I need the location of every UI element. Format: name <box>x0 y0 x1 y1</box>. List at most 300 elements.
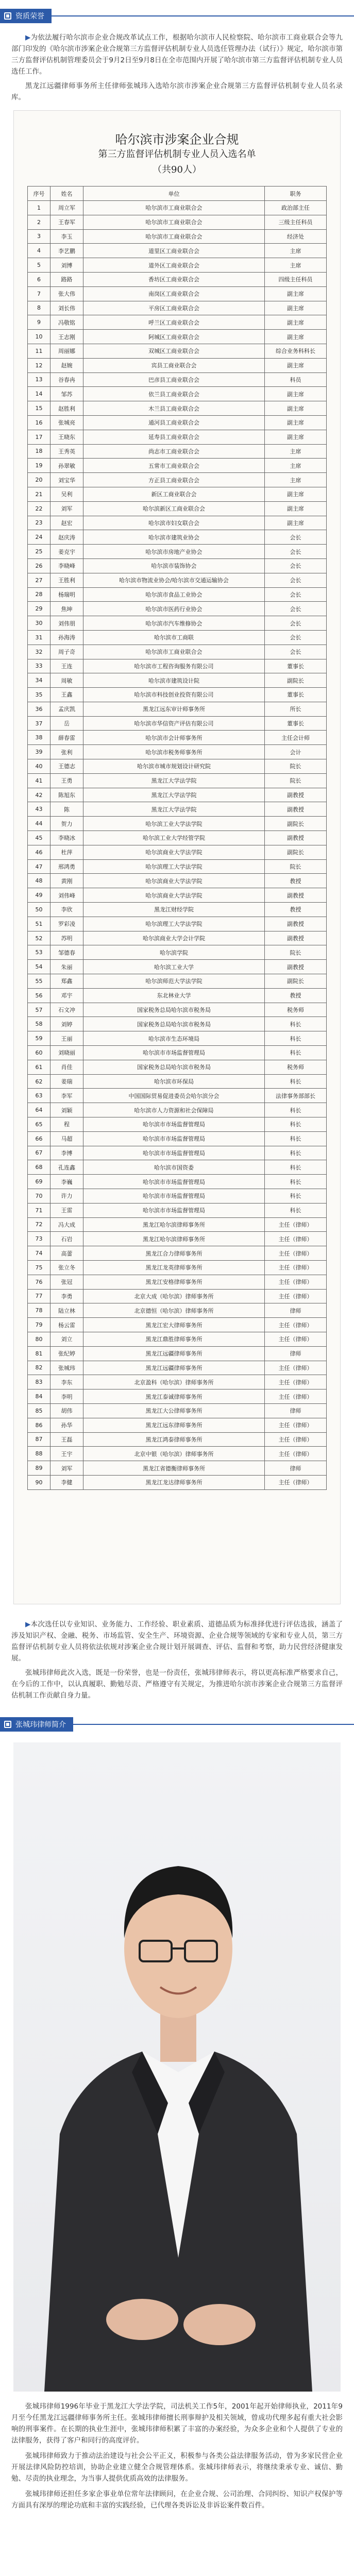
table-cell: 哈尔滨市科技创业投资有限公司 <box>83 688 265 702</box>
table-cell: 马超 <box>50 1131 83 1146</box>
table-cell: 黑龙江龙英律师事务所 <box>83 1260 265 1275</box>
table-cell: 王宇 <box>50 1447 83 1461</box>
table-cell: 22 <box>28 501 50 516</box>
table-cell: 黑龙江大学法学院 <box>83 802 265 817</box>
table-cell: 张冠 <box>50 1275 83 1289</box>
table-cell: 孔连鑫 <box>50 1160 83 1175</box>
table-cell: 李军 <box>50 1089 83 1103</box>
table-cell: 肖佳 <box>50 1060 83 1074</box>
table-cell: 副教授 <box>265 917 327 931</box>
table-row <box>28 1017 327 1031</box>
table-row <box>28 286 327 301</box>
table-cell: 王晓东 <box>50 430 83 444</box>
table-cell: 副主席 <box>265 387 327 401</box>
table-row <box>28 330 327 344</box>
table-cell: 59 <box>28 1031 50 1046</box>
table-cell: 6 <box>28 272 50 286</box>
table-row <box>28 272 327 286</box>
table-cell: 会长 <box>265 616 327 631</box>
table-row <box>28 802 327 817</box>
table-row <box>28 1074 327 1089</box>
table-cell: 邢鸿勇 <box>50 859 83 874</box>
table-cell: 88 <box>28 1447 50 1461</box>
table-cell: 哈尔滨市食品工业协会 <box>83 587 265 602</box>
doc-count: （共90人） <box>153 164 201 175</box>
table-cell: 2 <box>28 215 50 229</box>
table-cell: 14 <box>28 387 50 401</box>
table-cell: 23 <box>28 516 50 530</box>
table-cell: 哈尔滨市市场监督管理局 <box>83 1146 265 1160</box>
portrait-illustration <box>13 1742 341 2392</box>
table-cell: 科员 <box>265 372 327 387</box>
lawyer-portrait <box>13 1742 341 2392</box>
table-cell: 高蕾 <box>50 1246 83 1261</box>
intro-paragraph-2: 黑龙江远疆律师事务所主任律师张城玮入选哈尔滨市涉案企业合规第三方监督评估机制专业人员名录库。 <box>11 82 343 101</box>
table-cell: 副主席 <box>265 358 327 372</box>
table-row <box>28 573 327 587</box>
table-cell: 杨瑞明 <box>50 587 83 602</box>
table-cell: 哈尔滨市工商联 <box>83 630 265 645</box>
table-cell: 副主席 <box>265 415 327 430</box>
section-header-bio <box>0 1716 354 1733</box>
table-cell: 周丽娜 <box>50 344 83 358</box>
table-cell: 黑龙江远疆律师事务所 <box>83 1346 265 1361</box>
table-row <box>28 372 327 387</box>
table-cell: 哈尔滨市华信资产评估有限公司 <box>83 716 265 731</box>
table-cell: 科长 <box>265 1046 327 1060</box>
table-cell: 哈尔滨市市场监督管理局 <box>83 1117 265 1132</box>
table-row <box>28 1046 327 1060</box>
table-cell: 程 <box>50 1117 83 1132</box>
table-cell: 82 <box>28 1361 50 1375</box>
table-cell: 副教授 <box>265 960 327 974</box>
table-cell: 哈尔滨商业大学法学院 <box>83 888 265 903</box>
table-cell: 44 <box>28 817 50 831</box>
table-row <box>28 558 327 573</box>
table-cell: 主席 <box>265 258 327 273</box>
table-cell: 邹德春 <box>50 945 83 960</box>
table-row <box>28 587 327 602</box>
table-cell: 黑龙江省德衡律师事务所 <box>83 1461 265 1476</box>
after-paragraph-1: ▶本次选任以专业知识、业务能力、工作经验、职业素质、道德品质为标准择优进行评估选拔，涵盖了涉及知识产权、金融、税务、市场监管、安全生产、环境资源、企业合规等领域的专家和专业人员，第三方监督评估机制专业人员将依法依规对涉案企业合规计划开展调查、评估、监督和考察，助力民营经济健康发展。 <box>11 1620 343 1663</box>
table-cell: 税务师 <box>265 1003 327 1017</box>
triangle-icon: ▶ <box>25 33 31 42</box>
table-cell: 32 <box>28 645 50 659</box>
table-cell: 56 <box>28 988 50 1003</box>
table-cell: 孙海涛 <box>50 630 83 645</box>
table-row <box>28 215 327 229</box>
table-cell: 刘伟朋 <box>50 616 83 631</box>
table-cell: 李巍 <box>50 1175 83 1189</box>
table-row <box>28 1103 327 1117</box>
table-cell: 四级主任科员 <box>265 272 327 286</box>
table-cell: 北京中银（哈尔滨）律师事务所 <box>83 1447 265 1461</box>
table-cell: 48 <box>28 874 50 888</box>
table-cell: 张大伟 <box>50 286 83 301</box>
table-cell: 5 <box>28 258 50 273</box>
table-cell: 黑龙江大公律师事务所 <box>83 1403 265 1418</box>
table-cell: 49 <box>28 888 50 903</box>
bio-paragraph-2: 张城玮律师致力于推动法治建设与社会公平正义，积极参与各类公益法律服务活动，曾为多家民营企业开展法律风险防控培训，协助企业建立健全合规管理体系。张城玮律师表示，将继续秉承专业、诚信、勤勉、尽责的执业理念，为当事人提供优质高效的法律服务。 <box>11 2452 343 2483</box>
table-cell: 中国国际贸易促进委员会哈尔滨分会 <box>83 1089 265 1103</box>
table-cell: 院长 <box>265 945 327 960</box>
table-cell: 国家税务总局哈尔滨市税务局 <box>83 1017 265 1031</box>
section-tag <box>0 9 52 23</box>
table-cell: 李晓峰 <box>50 558 83 573</box>
table-row <box>28 1289 327 1303</box>
table-cell: 哈尔滨市装饰协会 <box>83 558 265 573</box>
table-row <box>28 487 327 501</box>
table-cell: 科长 <box>265 1160 327 1175</box>
table-cell: 科长 <box>265 1203 327 1217</box>
table-cell: 李欣 <box>50 903 83 917</box>
table-row <box>28 444 327 459</box>
table-cell: 哈尔滨市市场监督管理局 <box>83 1203 265 1217</box>
table-cell: 77 <box>28 1289 50 1303</box>
table-cell: 哈尔滨学院 <box>83 945 265 960</box>
table-cell: 刘晓丽 <box>50 1046 83 1060</box>
table-cell: 3 <box>28 229 50 244</box>
table-cell: 会计 <box>265 745 327 759</box>
table-cell: 岳 <box>50 716 83 731</box>
table-row <box>28 1475 327 1489</box>
table-cell: 副教授 <box>265 888 327 903</box>
table-cell: 哈尔滨市工商业联合会 <box>83 229 265 244</box>
square-icon <box>4 12 11 20</box>
table-cell: 会长 <box>265 630 327 645</box>
table-row <box>28 459 327 473</box>
table-cell: 副主席 <box>265 487 327 501</box>
table-row <box>28 501 327 516</box>
table-cell: 9 <box>28 315 50 330</box>
triangle-icon: ▶ <box>25 1620 31 1629</box>
table-cell: 李玉 <box>50 229 83 244</box>
table-cell: 双城区工商业联合会 <box>83 344 265 358</box>
table-cell: 香坊区工商业联合会 <box>83 272 265 286</box>
table-cell: 20 <box>28 473 50 487</box>
table-row <box>28 673 327 688</box>
table-cell: 90 <box>28 1475 50 1489</box>
table-cell: 哈尔滨市工商业联合会 <box>83 215 265 229</box>
table-cell: 哈尔滨市环保局 <box>83 1074 265 1089</box>
section-title: 张城玮律师简介 <box>15 1721 66 1729</box>
table-cell: 哈尔滨商业大学会计学院 <box>83 931 265 945</box>
table-row <box>28 874 327 888</box>
table-cell: 路路 <box>50 272 83 286</box>
table-row <box>28 1318 327 1332</box>
table-cell: 三级主任科员 <box>265 215 327 229</box>
table-row <box>28 645 327 659</box>
table-cell: 巴彦县工商业联合会 <box>83 372 265 387</box>
table-cell: 刘长伟 <box>50 301 83 315</box>
table-cell: 哈尔滨市工商业联合会 <box>83 645 265 659</box>
table-row <box>28 903 327 917</box>
table-cell: 董事长 <box>265 688 327 702</box>
table-cell: 政治部主任 <box>265 201 327 215</box>
table-cell: 经济处 <box>265 229 327 244</box>
table-cell: 王勇 <box>50 773 83 788</box>
table-row <box>28 545 327 559</box>
table-cell: 哈尔滨市工商业联合会 <box>83 201 265 215</box>
table-cell: 70 <box>28 1189 50 1203</box>
table-cell: 副教授 <box>265 802 327 817</box>
table-cell: 35 <box>28 688 50 702</box>
table-cell: 黑龙江宏大律师事务所 <box>83 1318 265 1332</box>
table-row <box>28 401 327 416</box>
table-cell: 81 <box>28 1346 50 1361</box>
table-cell: 主任（律师） <box>265 1289 327 1303</box>
table-cell: 哈尔滨师范大学法学院 <box>83 974 265 989</box>
table-cell: 15 <box>28 401 50 416</box>
header-cell: 姓名 <box>50 187 83 201</box>
table-cell: 副主席 <box>265 430 327 444</box>
table-cell: 副主席 <box>265 315 327 330</box>
table-row <box>28 945 327 960</box>
table-cell: 黑龙江哈尔滨律师事务所 <box>83 1217 265 1232</box>
table-cell: 赵宏 <box>50 516 83 530</box>
table-cell: 科长 <box>265 1074 327 1089</box>
table-cell: 副院长 <box>265 974 327 989</box>
table-cell: 12 <box>28 358 50 372</box>
table-cell: 58 <box>28 1017 50 1031</box>
table-cell: 国家税务总局哈尔滨市税务局 <box>83 1003 265 1017</box>
bio-paragraph-3: 张城玮律师还担任多家企事业单位常年法律顾问，在企业合规、公司治理、合同纠纷、知识产权保护等方面具有深厚的理论功底和丰富的实践经验，已代理各类诉讼及非诉讼案件数百件。 <box>11 2490 343 2510</box>
table-cell: 38 <box>28 731 50 745</box>
table-cell: 40 <box>28 759 50 774</box>
table-cell: 76 <box>28 1275 50 1289</box>
table-cell: 王丽 <box>50 1031 83 1046</box>
table-cell: 张城亮 <box>50 415 83 430</box>
table-cell: 律师 <box>265 1303 327 1318</box>
table-cell: 罗彩凌 <box>50 917 83 931</box>
table-row <box>28 817 327 831</box>
table-row <box>28 859 327 874</box>
table-cell: 主任（律师） <box>265 1375 327 1389</box>
table-cell: 五常市工商业联合会 <box>83 459 265 473</box>
table-cell: 黑龙江哈尔滨律师事务所 <box>83 1232 265 1246</box>
section-title: 资质荣誉 <box>15 12 44 21</box>
table-cell: 黑龙江财经学院 <box>83 903 265 917</box>
table-row <box>28 1217 327 1232</box>
table-row <box>28 745 327 759</box>
table-cell: 黑龙江龙达律师事务所 <box>83 1475 265 1489</box>
table-cell: 哈尔滨市城市规划设计研究院 <box>83 759 265 774</box>
table-row <box>28 201 327 215</box>
table-row <box>28 516 327 530</box>
table-cell: 赵胜利 <box>50 401 83 416</box>
table-cell: 副教授 <box>265 831 327 845</box>
table-cell: 哈尔滨市物流业协会/哈尔滨市交通运输协会 <box>83 573 265 587</box>
table-row <box>28 616 327 631</box>
table-cell: 会长 <box>265 573 327 587</box>
table-cell: 石文冲 <box>50 1003 83 1017</box>
table-cell: 邹苏 <box>50 387 83 401</box>
table-cell: 副教授 <box>265 931 327 945</box>
table-cell: 院长 <box>265 759 327 774</box>
table-cell: 61 <box>28 1060 50 1074</box>
table-cell: 哈尔滨市医药行业协会 <box>83 602 265 616</box>
table-cell: 28 <box>28 587 50 602</box>
table-cell: 会长 <box>265 545 327 559</box>
table-cell: 贺力 <box>50 817 83 831</box>
table-cell: 80 <box>28 1332 50 1346</box>
table-cell: 副主席 <box>265 330 327 344</box>
table-cell: 45 <box>28 831 50 845</box>
table-cell: 34 <box>28 673 50 688</box>
table-cell: 60 <box>28 1046 50 1060</box>
table-cell: 孙翠敏 <box>50 459 83 473</box>
table-row <box>28 358 327 372</box>
table-cell: 姜克宇 <box>50 545 83 559</box>
table-cell: 33 <box>28 659 50 673</box>
table-cell: 科长 <box>265 1146 327 1160</box>
table-cell: 哈尔滨市税务师事务所 <box>83 745 265 759</box>
table-cell: 25 <box>28 545 50 559</box>
table-cell: 30 <box>28 616 50 631</box>
table-cell: 姜瑞 <box>50 1074 83 1089</box>
table-row <box>28 1175 327 1189</box>
table-cell: 王德志 <box>50 759 83 774</box>
table-cell: 哈尔滨市市场监督管理局 <box>83 1131 265 1146</box>
table-header-row <box>28 187 327 201</box>
table-cell: 陆立林 <box>50 1303 83 1318</box>
table-cell: 主任（律师） <box>265 1418 327 1432</box>
table-cell: 刘宝华 <box>50 473 83 487</box>
table-cell: 刘婷 <box>50 1017 83 1031</box>
table-row <box>28 315 327 330</box>
table-cell: 哈尔滨市建筑业协会 <box>83 530 265 545</box>
table-row <box>28 1432 327 1447</box>
table-cell: 王磊 <box>50 1432 83 1447</box>
table-cell: 47 <box>28 859 50 874</box>
table-cell: 副主席 <box>265 516 327 530</box>
table-cell: 张城玮 <box>50 1361 83 1375</box>
table-cell: 通河县工商业联合会 <box>83 415 265 430</box>
table-row <box>28 788 327 802</box>
table-row <box>28 1146 327 1160</box>
table-cell: 哈尔滨商业大学法学院 <box>83 845 265 859</box>
table-cell: 1 <box>28 201 50 215</box>
table-row <box>28 1275 327 1289</box>
table-cell: 黑龙江远东律师事务所 <box>83 1418 265 1432</box>
doc-title: 哈尔滨市涉案企业合规 <box>115 132 239 147</box>
table-cell: 刘立 <box>50 1332 83 1346</box>
table-cell: 院长 <box>265 859 327 874</box>
table-row <box>28 988 327 1003</box>
table-cell: 67 <box>28 1146 50 1160</box>
table-cell: 26 <box>28 558 50 573</box>
table-cell: 方正县工商业联合会 <box>83 473 265 487</box>
table-cell: 教授 <box>265 903 327 917</box>
table-cell: 科长 <box>265 1103 327 1117</box>
table-cell: 黑龙江大学法学院 <box>83 788 265 802</box>
table-row <box>28 702 327 716</box>
table-row <box>28 1461 327 1476</box>
table-row <box>28 931 327 945</box>
table-cell: 王鑫 <box>50 688 83 702</box>
table-row <box>28 1031 327 1046</box>
table-cell: 副主席 <box>265 501 327 516</box>
table-cell: 55 <box>28 974 50 989</box>
table-cell: 谷春冉 <box>50 372 83 387</box>
table-cell: 国家税务总局哈尔滨市税务局 <box>83 1060 265 1074</box>
after-text <box>0 1619 354 1701</box>
table-cell: 杨云雷 <box>50 1318 83 1332</box>
table-cell: 10 <box>28 330 50 344</box>
table-row <box>28 473 327 487</box>
table-cell: 陈 <box>50 802 83 817</box>
table-cell: 会长 <box>265 587 327 602</box>
table-cell: 85 <box>28 1403 50 1418</box>
table-cell: 哈尔滨市生态环境局 <box>83 1031 265 1046</box>
table-row <box>28 659 327 673</box>
table-cell: 延寿县工商业联合会 <box>83 430 265 444</box>
table-cell: 哈尔滨商业大学法学院 <box>83 874 265 888</box>
table-row <box>28 1160 327 1175</box>
table-cell: 道外区工商业联合会 <box>83 258 265 273</box>
table-cell: 法律事务部部长 <box>265 1089 327 1103</box>
table-row <box>28 244 327 258</box>
table-cell: 平房区工商业联合会 <box>83 301 265 315</box>
table-cell: 78 <box>28 1303 50 1318</box>
table-cell: 主席 <box>265 244 327 258</box>
table-row <box>28 1189 327 1203</box>
table-cell: 黄刚 <box>50 874 83 888</box>
table-cell: 冯敬铭 <box>50 315 83 330</box>
table-cell: 李博 <box>50 1146 83 1160</box>
table-cell: 刘军 <box>50 501 83 516</box>
after-paragraph-2: 张城玮律师此次入选，既是一份荣誉，也是一份责任，张城玮律师表示，将以更高标准严格要求自己，在今后的工作中，以认真履职、勤勉尽责、严格遵守有关规定，为推进哈尔滨市涉案企业合规第三方监督评估机制工作贡献自身力量。 <box>11 1669 343 1700</box>
table-cell: 科长 <box>265 1117 327 1132</box>
table-cell: 律师 <box>265 1346 327 1361</box>
table-cell: 综合业务科科长 <box>265 344 327 358</box>
table-cell: 副主席 <box>265 301 327 315</box>
table-cell: 副教授 <box>265 788 327 802</box>
table-cell: 南岗区工商业联合会 <box>83 286 265 301</box>
intro-paragraph-1: ▶为依法履行哈尔滨市企业合规改革试点工作，根据哈尔滨市人民检察院、哈尔滨市工商业联合会等九部门印发的《哈尔滨市涉案企业合规第三方监督评估机制专业人员选任管理办法（试行）》规定，哈尔滨市第三方监督评估机制管理委员会于9月2日至9月8日在全市范围内开展了哈尔滨市第三方监督评估机制专业人员选任工作。 <box>11 33 343 76</box>
table-cell: 哈尔滨市会计师事务所 <box>83 731 265 745</box>
table-row <box>28 1389 327 1404</box>
table-cell: 会长 <box>265 602 327 616</box>
table-cell: 会长 <box>265 530 327 545</box>
table-row <box>28 831 327 845</box>
table-row <box>28 530 327 545</box>
table-cell: 17 <box>28 430 50 444</box>
table-cell: 孟庆凯 <box>50 702 83 716</box>
table-cell: 主任（律师） <box>265 1318 327 1332</box>
table-cell: 29 <box>28 602 50 616</box>
table-row <box>28 301 327 315</box>
table-cell: 王春军 <box>50 215 83 229</box>
divider <box>73 1724 354 1725</box>
table-cell: 主任（律师） <box>265 1475 327 1489</box>
table-row <box>28 1203 327 1217</box>
table-cell: 主任会计师 <box>265 731 327 745</box>
header-cell: 单位 <box>83 187 265 201</box>
table-cell: 63 <box>28 1089 50 1103</box>
table-cell: 89 <box>28 1461 50 1476</box>
table-row <box>28 1089 327 1103</box>
table-row <box>28 759 327 774</box>
roster-table <box>27 186 327 1490</box>
table-cell: 50 <box>28 903 50 917</box>
table-cell: 黑龙江合力律师事务所 <box>83 1246 265 1261</box>
table-cell: 主任（律师） <box>265 1217 327 1232</box>
table-cell: 院长 <box>265 773 327 788</box>
table-cell: 41 <box>28 773 50 788</box>
table-row <box>28 960 327 974</box>
table-cell: 李东 <box>50 1375 83 1389</box>
